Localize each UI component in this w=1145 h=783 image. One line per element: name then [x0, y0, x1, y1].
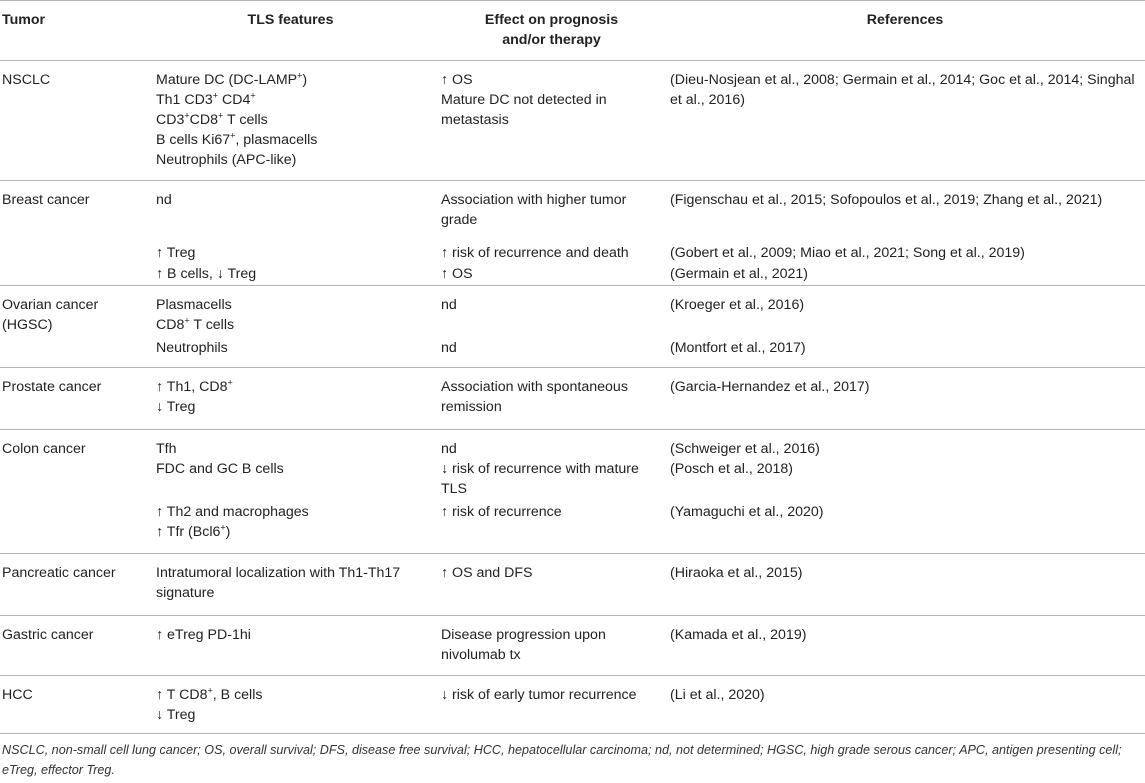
tumor-cell: Gastric cancer	[0, 615, 143, 675]
tumor-cell: Ovarian cancer (HGSC)	[0, 286, 143, 338]
tumor-cell: Breast cancer	[0, 181, 143, 243]
reference-cell: (Kroeger et al., 2016)	[665, 286, 1145, 338]
effect-cell: Association with spontaneous remission	[438, 368, 665, 430]
effect-cell: ↓ risk of early tumor recurrence	[438, 675, 665, 733]
reference-cell: (Dieu-Nosjean et al., 2008; Germain et al., 2014; Goc et al., 2014; Singhal et al., 2016)	[665, 61, 1145, 181]
features-cell: Plasmacells CD8+ T cells	[143, 286, 438, 338]
effect-cell: ↓ risk of recurrence with mature TLS	[441, 461, 639, 497]
table-row	[0, 286, 1145, 338]
effect-line: Mature DC not detected in metastasis	[441, 92, 607, 128]
effect-cell: nd	[438, 286, 665, 338]
feature-line: Neutrophils (APC-like)	[156, 152, 297, 168]
tumor-cell: NSCLC	[0, 61, 143, 181]
feature-line: Mature DC (DC-LAMP+)	[156, 70, 308, 88]
reference-cell: (Kamada et al., 2019)	[665, 615, 1145, 675]
features-cell: ↑ Treg	[156, 244, 196, 261]
reference-cell: (Li et al., 2020)	[665, 675, 1145, 733]
effect-cell: Association with higher tumor grade	[438, 181, 665, 243]
features-cell: Tfh	[143, 430, 438, 460]
header-tumor: Tumor	[0, 1, 143, 61]
header-effect	[438, 1, 665, 61]
header-references: References	[665, 1, 1145, 61]
tumor-cell: Pancreatic cancer	[0, 553, 143, 615]
effect-cell: ↑ risk of recurrence	[441, 504, 562, 520]
effect-cell: nd	[441, 339, 457, 356]
features-cell	[143, 61, 438, 181]
features-cell: ↑ B cells, ↓ Treg	[156, 265, 257, 282]
reference-cell: (Figenschau et al., 2015; Sofopoulos et al., 2019; Zhang et al., 2021)	[665, 181, 1145, 243]
features-cell: FDC and GC B cells	[156, 461, 284, 477]
tumor-cell: Prostate cancer	[0, 368, 143, 430]
features-cell: ↑ Th2 and macrophages ↑ Tfr (Bcl6+)	[156, 504, 309, 540]
feature-line: B cells Ki67+, plasmacells	[156, 130, 318, 148]
table-row	[0, 368, 1145, 430]
reference-cell: (Gobert et al., 2009; Miao et al., 2021; Song et al., 2019)	[670, 244, 1025, 261]
table-row	[0, 502, 1145, 553]
reference-cell: (Montfort et al., 2017)	[670, 339, 806, 356]
table-row	[0, 675, 1145, 733]
table-row	[0, 181, 1145, 243]
reference-cell: (Posch et al., 2018)	[670, 461, 794, 477]
features-cell: ↑ T CD8+, B cells ↓ Treg	[143, 675, 438, 733]
header-tls-features: TLS features	[143, 1, 438, 61]
tumor-cell: Colon cancer	[0, 430, 143, 460]
table-row	[0, 553, 1145, 615]
reference-cell: (Schweiger et al., 2016)	[665, 430, 1145, 460]
table-row	[0, 243, 1145, 264]
table-row	[0, 615, 1145, 675]
effect-line: ↑ OS	[441, 72, 473, 88]
reference-cell: (Hiraoka et al., 2015)	[665, 553, 1145, 615]
features-cell: ↑ eTreg PD-1hi	[143, 615, 438, 675]
effect-cell: nd	[438, 430, 665, 460]
header-effect-line1: Effect on prognosis	[484, 12, 619, 28]
effect-cell: ↑ OS	[441, 265, 473, 282]
features-cell: ↑ Th1, CD8+ ↓ Treg	[143, 368, 438, 430]
table-row	[0, 459, 1145, 502]
effect-cell: ↑ risk of recurrence and death	[441, 244, 629, 261]
features-cell: nd	[143, 181, 438, 243]
features-cell: Neutrophils	[156, 339, 228, 356]
table-row	[0, 61, 1145, 181]
reference-cell: (Yamaguchi et al., 2020)	[670, 504, 824, 520]
table-footnote: NSCLC, non-small cell lung cancer; OS, overall survival; DFS, disease free survival; HCC, hepatocellular carcinoma; nd, not determined; HGSC, high grade serous cancer; APC, antigen presenting cell; eTreg, effector Treg.	[2, 743, 1122, 777]
table-header-row	[0, 1, 1145, 61]
effect-cell: Disease progression upon nivolumab tx	[438, 615, 665, 675]
feature-line: Th1 CD3+ CD4+	[156, 90, 256, 108]
effect-cell	[438, 61, 665, 181]
features-cell: Intratumoral localization with Th1-Th17 signature	[143, 553, 438, 615]
table-row	[0, 338, 1145, 368]
effect-cell: ↑ OS and DFS	[438, 553, 665, 615]
feature-line: CD3+CD8+ T cells	[156, 110, 268, 128]
tumor-cell: HCC	[0, 675, 143, 733]
header-effect-line2: and/or therapy	[502, 32, 601, 48]
table-row	[0, 264, 1145, 286]
table-row	[0, 430, 1145, 460]
reference-cell: (Garcia-Hernandez et al., 2017)	[665, 368, 1145, 430]
reference-cell: (Germain et al., 2021)	[670, 265, 808, 282]
